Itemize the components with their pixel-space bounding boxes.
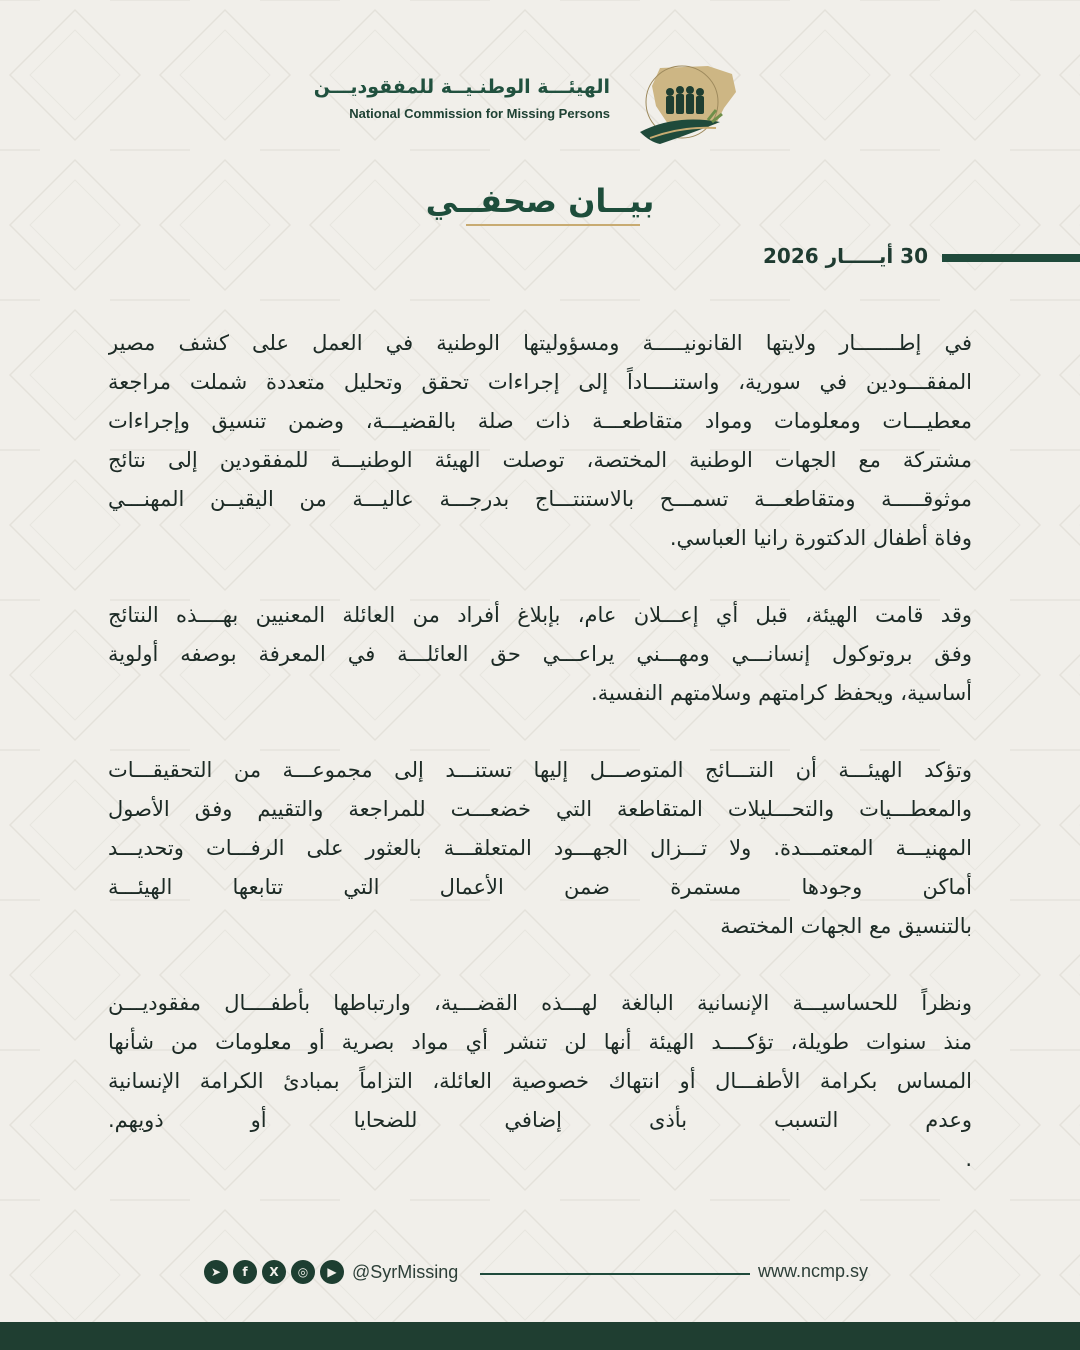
paragraph	[108, 751, 972, 946]
text-line: معطيـــات ومعلومات ومواد متقاطعـــة ذات صلة بالقضيـــة، وضمن تنسيق وإجراءات	[108, 409, 972, 433]
text-line: وعدم التسبب بأذى إضافي للضحايا أو ذويهم.	[108, 1108, 972, 1132]
paragraph	[108, 596, 972, 713]
bottom-bar	[0, 1322, 1080, 1350]
org-name-english: National Commission for Missing Persons	[349, 106, 610, 121]
document-title: بيــان صحفــي	[425, 182, 655, 220]
statement-body	[108, 324, 972, 1217]
paragraph	[108, 984, 972, 1179]
text-line: موثوقـــــة ومتقاطعـــة تسمـــح بالاستنتـــاج بدرجـــة عاليـــة من اليقيــن المهنـــي	[108, 487, 972, 511]
text-line: منذ سنوات طويلة، تؤكــــد الهيئة أنها لن تنشر أي مواد بصرية أو معلومات من شأنها	[108, 1030, 972, 1054]
title-underline	[466, 224, 640, 226]
org-name-arabic: الهيئـــة الوطنـيــة للمفقوديـــن	[313, 76, 610, 98]
commission-logo	[620, 62, 750, 152]
text-line: أساسية، ويحفظ كرامتهم وسلامتهم النفسية.	[591, 681, 972, 705]
instagram-icon[interactable]: ◎	[291, 1260, 315, 1284]
footer-divider	[480, 1273, 750, 1275]
text-line: أماكن وجودها مستمرة ضمن الأعمال التي تتابعها الهيئـــة	[108, 875, 972, 899]
text-line: في إطـــــــار ولايتها القانونيـــــة ومسؤوليتها الوطنية في العمل على كشف مصير	[108, 331, 972, 355]
paragraph	[108, 324, 972, 558]
social-icons	[204, 1260, 344, 1284]
text-line: بالتنسيق مع الجهات المختصة	[720, 914, 972, 938]
facebook-icon[interactable]: f	[233, 1260, 257, 1284]
statement-date: 30 أيـــــار 2026	[762, 244, 928, 268]
x-icon[interactable]: X	[262, 1260, 286, 1284]
text-line: والمعطـــيات والتحـــليلات المتقاطعة التي خضعـــت للمراجعة والتقييم وفق الأصول	[108, 797, 972, 821]
text-line: ونظراً للحساسيـــة الإنسانية البالغة لهـــذه القضـــية، وارتباطها بأطفــــال مفقوديـــن	[108, 991, 972, 1015]
header	[313, 62, 750, 152]
date-row	[0, 240, 1080, 276]
text-line: مشتركة مع الجهات الوطنية المختصة، توصلت الهيئة الوطنيـــة للمفقودين إلى نتائج	[108, 448, 972, 472]
social-handle[interactable]: @SyrMissing	[352, 1262, 459, 1282]
text-line: المفقـــودين في سورية، واستنــــاداً إلى إجراءات تحقق وتحليل متعددة شملت مراجعة	[108, 370, 972, 394]
date-accent-bar	[942, 254, 1080, 262]
text-line: وفق بروتوكول إنسانـــي ومهـــني يراعـــي حق العائلـــة في المعرفة بوصفه أولوية	[108, 642, 972, 666]
text-line: وفاة أطفال الدكتورة رانيا العباسي.	[669, 526, 972, 550]
text-line: المهنيـــة المعتمـــدة. ولا تـــزال الجهـــود المتعلقـــة بالعثور على الرفـــات وتحديـــد	[108, 836, 972, 860]
youtube-icon[interactable]: ▶	[320, 1260, 344, 1284]
footer	[0, 1256, 1080, 1290]
text-line: المساس بكرامة الأطفـــال أو انتهاك خصوصية العائلة، التزاماً بمبادئ الكرامة الإنسانية	[108, 1069, 972, 1093]
text-line: وتؤكد الهيئـــة أن النتـــائج المتوصـــل إليها تستنـــد إلى مجموعـــة من التحقيقـــات	[108, 758, 972, 782]
text-line: .	[965, 1147, 972, 1171]
text-line: وقد قامت الهيئة، قبل أي إعـــلان عام، بإبلاغ أفراد من العائلة المعنيين بهــــذه النتائج	[108, 603, 972, 627]
website-link[interactable]: www.ncmp.sy	[758, 1261, 869, 1281]
telegram-icon[interactable]: ➤	[204, 1260, 228, 1284]
